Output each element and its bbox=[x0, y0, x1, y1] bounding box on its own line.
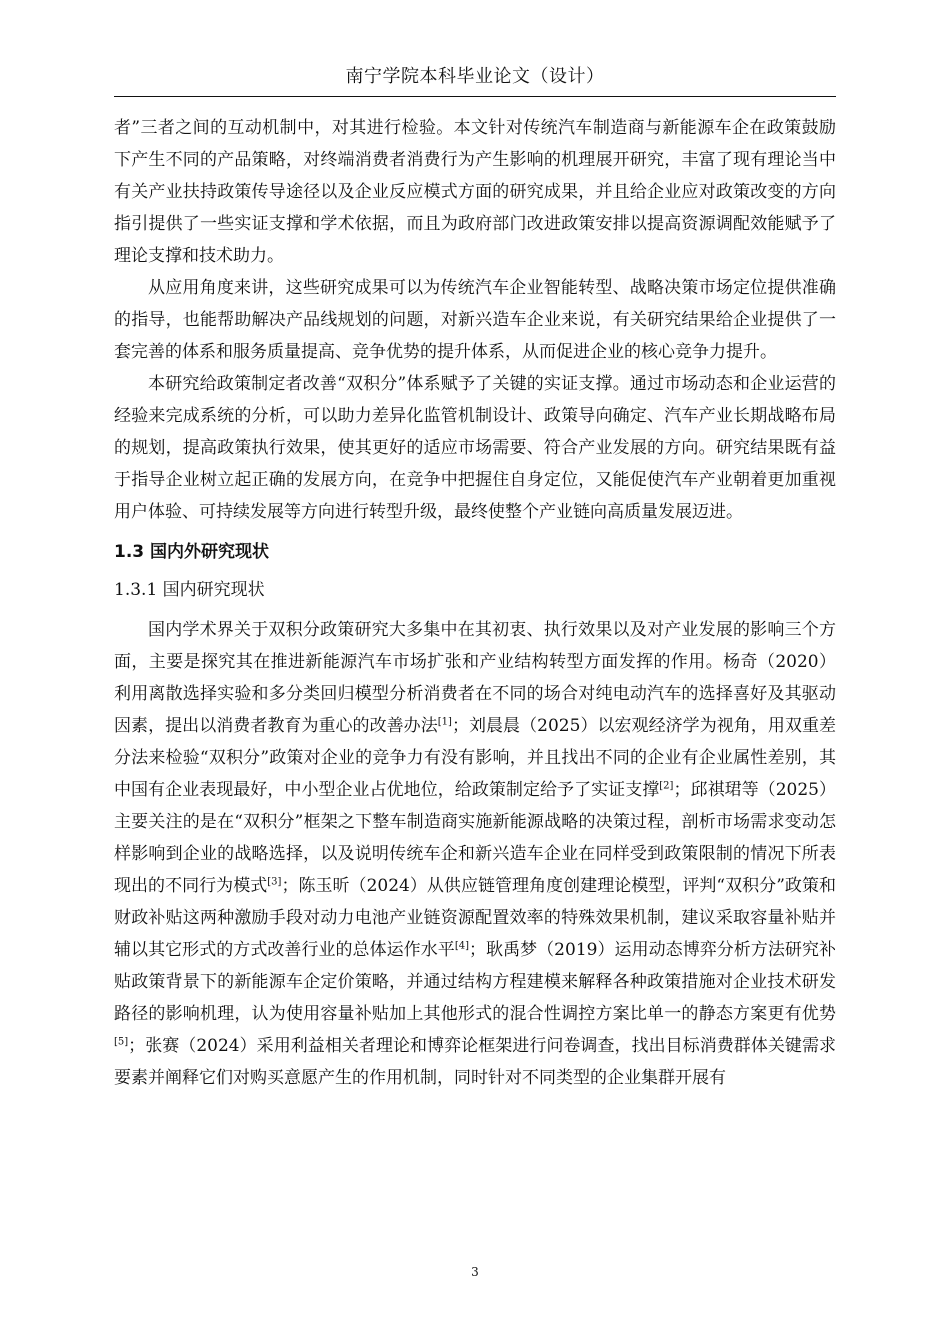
page-number: 3 bbox=[471, 1265, 479, 1279]
citation-3: [3] bbox=[267, 876, 282, 888]
running-header: 南宁学院本科毕业论文（设计） bbox=[345, 66, 605, 87]
section-heading: 1.3 国内外研究现状 bbox=[114, 542, 270, 562]
page-body bbox=[114, 112, 836, 1094]
header-rule bbox=[114, 96, 836, 97]
review-text-2: ；刘晨晨（2025）以宏观经济学为视角，用双重差分法来检验“双积分”政策对企业的竞争力有没有影响，并且找出不同的企业有企业属性差别，其中国有企业表现最好，中小型企业占优地位，给政策制定给予了实证支撑 bbox=[114, 716, 837, 800]
paragraph-policy: 本研究给政策制定者改善“双积分”体系赋予了关键的实证支撑。通过市场动态和企业运营的经验来完成系统的分析，可以助力差异化监管机制设计、政策导向确定、汽车产业长期战略布局的规划，提高政策执行效果，使其更好的适应市场需要、符合产业发展的方向。研究结果既有益于指导企业树立起正确的发展方向，在竞争中把握住自身定位，又能促使汽车产业朝着更加重视用户体验、可持续发展等方向进行转型升级，最终使整个产业链向高质量发展迈进。 bbox=[114, 374, 836, 522]
citation-4: [4] bbox=[454, 940, 469, 952]
review-text-3: ；邱祺珺等（2025）主要关注的是在“双积分”框架之下整车制造商实施新能源战略的决策过程，剖析市场需求变动怎样影响到企业的战略选择，以及说明传统车企和新兴造车企业在同样受到政策限制的情况下所表现出的不同行为模式 bbox=[114, 780, 836, 896]
citation-1: [1] bbox=[437, 716, 452, 728]
review-text-4: ；陈玉昕（2024）从供应链管理角度创建理论模型，评判“双积分”政策和财政补贴这两种激励手段对动力电池产业链资源配置效率的特殊效果机制，建议采取容量补贴并辅以其它形式的方式改善行业的总体运作水平 bbox=[114, 876, 836, 960]
review-text-5: ；耿禹梦（2019）运用动态博弈分析方法研究补贴政策背景下的新能源车企定价策略，并通过结构方程建模来解释各种政策措施对企业技术研发路径的影响机理，认为使用容量补贴加上其他形式的混合性调控方案比单一的静态方案更有优势 bbox=[114, 940, 837, 1024]
paragraph-domestic-review bbox=[114, 614, 836, 1094]
paragraph-continuation: 者”三者之间的互动机制中，对其进行检验。本文针对传统汽车制造商与新能源车企在政策鼓励下产生不同的产品策略，对终端消费者消费行为产生影响的机理展开研究，丰富了现有理论当中有关产业扶持政策传导途径以及企业反应模式方面的研究成果，并且给企业应对政策改变的方向指引提供了一些实证支撑和学术依据，而且为政府部门改进政策安排以提高资源调配效能赋予了理论支撑和技术助力。 bbox=[114, 118, 836, 266]
citation-2: [2] bbox=[659, 780, 674, 792]
citation-5: [5] bbox=[114, 1036, 129, 1048]
paragraph-application: 从应用角度来讲，这些研究成果可以为传统汽车企业智能转型、战略决策市场定位提供准确的指导，也能帮助解决产品线规划的问题，对新兴造车企业来说，有关研究结果给企业提供了一套完善的体系和服务质量提高、竞争优势的提升体系，从而促进企业的核心竞争力提升。 bbox=[114, 278, 836, 362]
subsection-heading: 1.3.1 国内研究现状 bbox=[114, 580, 265, 600]
review-text-6: ；张赛（2024）采用利益相关者理论和博弈论框架进行问卷调查，找出目标消费群体关键需求要素并阐释它们对购买意愿产生的作用机制，同时针对不同类型的企业集群开展有 bbox=[114, 1036, 836, 1088]
review-text-1: 国内学术界关于双积分政策研究大多集中在其初衷、执行效果以及对产业发展的影响三个方面，主要是探究其在推进新能源汽车市场扩张和产业结构转型方面发挥的作用。杨奇（2020）利用离散选择实验和多分类回归模型分析消费者在不同的场合对纯电动汽车的选择喜好及其驱动因素，提出以消费者教育为重心的改善办法 bbox=[114, 620, 836, 736]
